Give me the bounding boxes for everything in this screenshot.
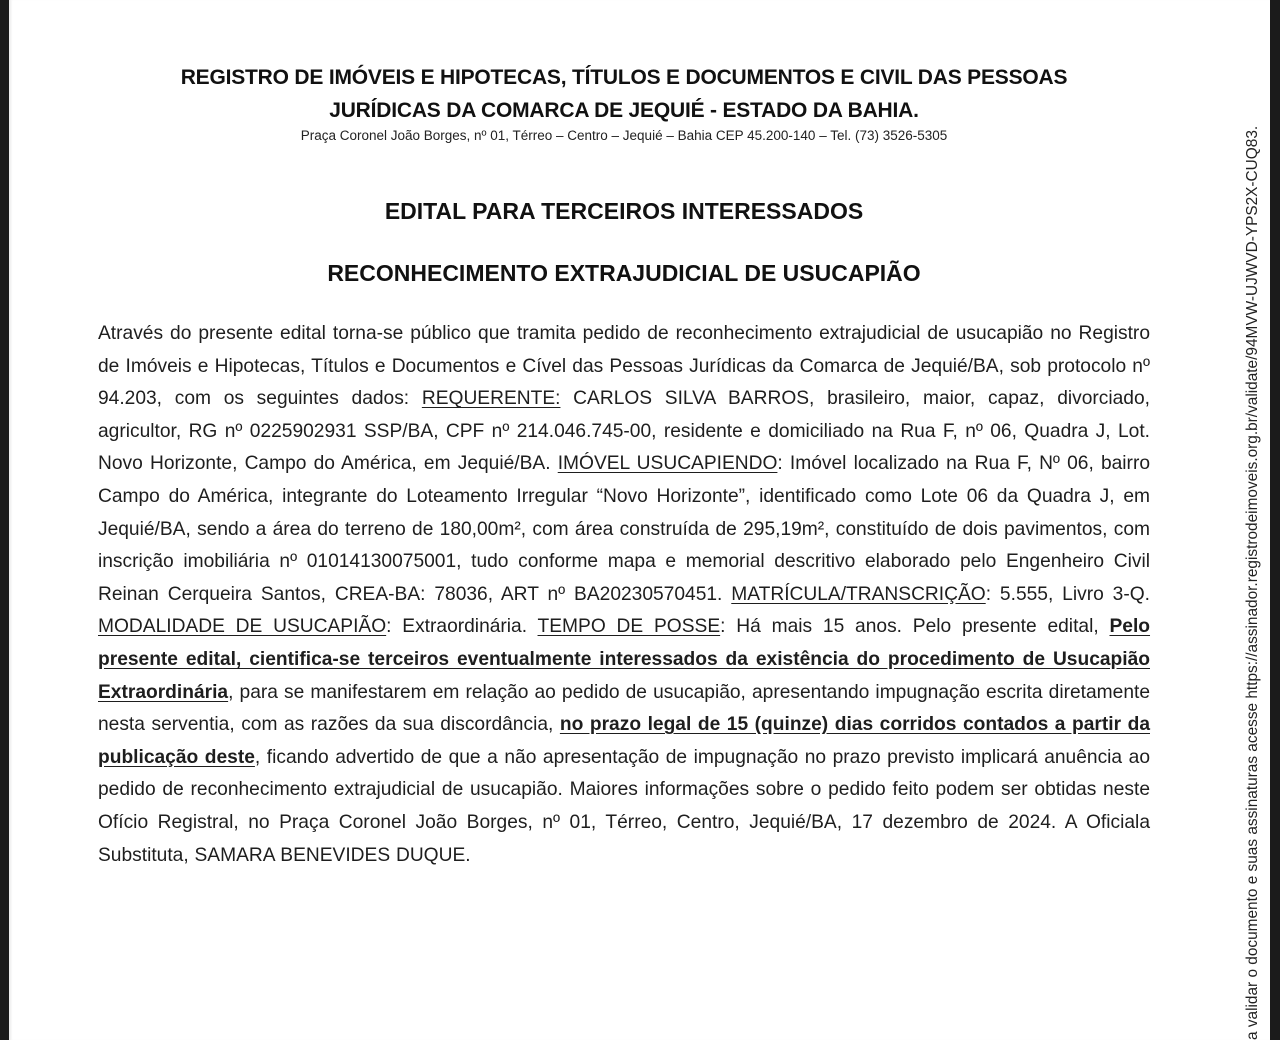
imovel-details: : Imóvel localizado na Rua F, Nº 06, bairro Campo do América, integrante do Loteamento Irregular “Novo Horizonte”, identificado como Lote 06 da Quadra J, em Jequié/BA, sendo a área do terreno de 180,00m², com área construída de 295,19m², constituído de dois pavimentos, com inscrição imobiliária nº 01014130075001, tudo conforme mapa e memorial descritivo elaborado pelo Engenheiro Civil Reinan Cerqueira Santos, CREA-BA: 78036, ART nº BA20230570451.: [98, 453, 1150, 605]
document-subtitle: RECONHECIMENTO EXTRAJUDICIAL DE USUCAPIÃO: [327, 260, 921, 286]
tempo-de-posse-value: : Há mais 15 anos. Pelo presente edital,: [720, 616, 1110, 638]
document-page: [9, 0, 1270, 1040]
body-intro: Através do presente edital torna-se público que tramita pedido de reconhecimento extrajudicial de usucapião no Registro de Imóveis e Hipotecas, Títulos e Documentos e Cível das Pessoas Jurídicas da Comarca de Jequié/BA, sob protocolo nº 94.203, com os seguintes dados:: [98, 323, 1150, 410]
closing-text: , ficando advertido de que a não apresentação de impugnação no prazo previsto implicará anuência ao pedido de reconhecimento extrajudicial de usucapião. Maiores informações sobre o pedido feito podem ser obtidas neste Ofício Registral, no Praça Coronel João Borges, nº 01, Térreo, Centro, Jequié/BA, 17 dezembro de 2024. A Oficiala Substituta, SAMARA BENEVIDES DUQUE.: [98, 746, 1150, 866]
notice-bold-underlined: Pelo presente edital, cientifica-se terceiros eventualmente interessados da existência do procedimento de Usucapião Extraordinária: [98, 616, 1151, 703]
registry-name-line-2: JURÍDICAS DA COMARCA DE JEQUIÉ - ESTADO DA BAHIA.: [329, 99, 919, 122]
label-matricula: MATRÍCULA/TRANSCRIÇÃO: [731, 583, 986, 605]
label-imovel-usucapiendo: IMÓVEL USUCAPIENDO: [557, 453, 778, 475]
signature-validation-stamp: a validar o documento e suas assinaturas acesse https://assinador.registrodeimoveis.org.br/validate/94MVW-UJWVD-YPS2X-CUQ83.: [1244, 125, 1261, 1040]
matricula-value: : 5.555, Livro 3-Q.: [985, 583, 1150, 605]
deadline-bold-underlined: no prazo legal de 15 (quinze) dias corridos contados a partir da publicação deste: [98, 714, 1150, 768]
label-tempo-de-posse: TEMPO DE POSSE: [537, 616, 721, 638]
document-title: EDITAL PARA TERCEIROS INTERESSADOS: [384, 198, 864, 224]
modalidade-value: : Extraordinária.: [386, 616, 538, 638]
registry-name-line-1: REGISTRO DE IMÓVEIS E HIPOTECAS, TÍTULOS E DOCUMENTOS E CIVIL DAS PESSOAS: [180, 66, 1068, 89]
label-requerente: REQUERENTE:: [421, 388, 561, 410]
registry-address: Praça Coronel João Borges, nº 01, Térreo – Centro – Jequié – Bahia CEP 45.200-140 – Tel. (73) 3526-5305: [300, 128, 948, 143]
manifestation-text: , para se manifestarem em relação ao pedido de usucapião, apresentando impugnação escrita diretamente nesta serventia, com as razões da sua discordância,: [98, 681, 1150, 736]
requerente-details: CARLOS SILVA BARROS, brasileiro, maior, capaz, divorciado, agricultor, RG nº 0225902931 SSP/BA, CPF nº 214.046.745-00, residente e domiciliado na Rua F, nº 06, Quadra J, Lot. Novo Horizonte, Campo do América, em Jequié/BA.: [98, 388, 1150, 475]
label-modalidade: MODALIDADE DE USUCAPIÃO: [98, 616, 387, 638]
edital-body-paragraph: [98, 318, 1150, 872]
